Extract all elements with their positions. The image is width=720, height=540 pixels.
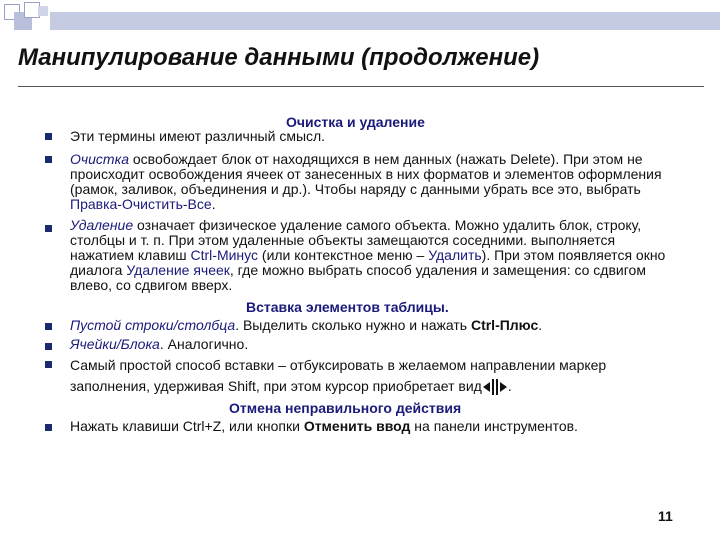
square-bullet-icon <box>45 361 52 368</box>
deco-square <box>38 6 48 16</box>
dialog-delete-cells: Удаление ячеек <box>126 262 230 278</box>
section-heading-clear-delete: Очистка и удаление <box>286 114 425 130</box>
menu-path-clear-all: Правка-Очистить-Все <box>70 196 212 212</box>
list-item: Пустой строки/столбца. Выделить сколько нужно и нажать Ctrl-Плюс. <box>70 317 543 333</box>
list-item: Очистка освобождает блок от находящихся в нем данных (нажать Delete). При этом не происходит освобождения ячеек от занесенных в них форматов и элементов оформления (рамок, заливок, объединения и др.). Чтобы наряду с данными убрать все это, выбрать Правка-Очистить-Все. <box>70 151 662 212</box>
list-item: Нажать клавиши Ctrl+Z, или кнопки Отменить ввод на панели инструментов. <box>70 418 578 434</box>
square-bullet-icon <box>45 225 52 232</box>
square-bullet-icon <box>45 323 52 330</box>
button-undo-input: Отменить ввод <box>303 418 411 434</box>
square-bullet-icon <box>45 156 52 163</box>
term-cell-block: Ячейки/Блока <box>70 336 160 352</box>
term-delete: Удаление <box>70 217 134 233</box>
title-divider <box>18 86 704 87</box>
decorative-header <box>0 0 720 40</box>
menu-delete: Удалить <box>428 247 482 263</box>
slide-title: Манипулирование данными (продолжение) <box>18 44 540 71</box>
square-bullet-icon <box>45 133 52 140</box>
page-number: 11 <box>658 508 673 524</box>
square-bullet-icon <box>45 343 52 350</box>
shortcut-ctrl-minus: Ctrl-Минус <box>190 247 259 263</box>
term-clear: Очистка <box>70 151 129 167</box>
deco-bar <box>50 12 720 30</box>
list-item: Самый простой способ вставки – отбуксировать в желаемом направлении маркер заполнения, удерживая Shift, при этом курсор приобретает вид . <box>70 357 607 394</box>
list-item: Удаление означает физическое удаление самого объекта. Можно удалить блок, строку, столбцы и т. п. При этом удаленные объекты замещаются соседними. выполняется нажатием клавиш Ctrl-Минус (или контекстное меню – Удалить). При этом появляется окно диалога Удаление ячеек, где можно выбрать способ удаления и замещения: со сдвигом влево, со сдвигом вверх. <box>70 217 666 293</box>
section-heading-insert: Вставка элементов таблицы. <box>246 299 449 315</box>
list-item: Эти термины имеют различный смысл. <box>70 128 326 144</box>
term-empty-row-col: Пустой строки/столбца <box>70 317 236 333</box>
section-heading-undo: Отмена неправильного действия <box>229 400 462 416</box>
shortcut-ctrl-plus: Ctrl-Плюс <box>470 317 539 333</box>
list-item: Ячейки/Блока. Аналогично. <box>70 336 249 352</box>
square-bullet-icon <box>45 424 52 431</box>
split-cursor-icon <box>482 379 508 395</box>
